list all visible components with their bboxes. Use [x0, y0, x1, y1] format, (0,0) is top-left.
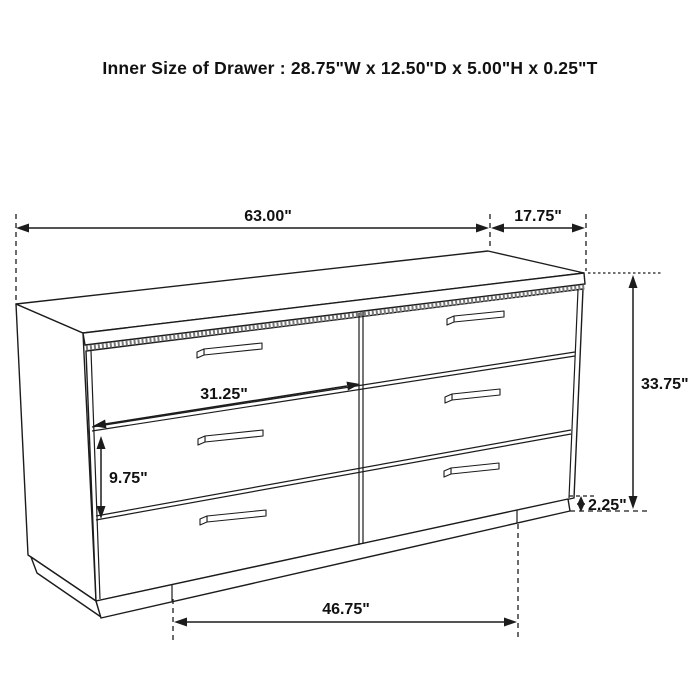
dim-base-height: [569, 496, 627, 514]
cabinet-body: [16, 251, 585, 618]
arrowhead-left-icon: [16, 224, 29, 233]
dim-overall-height: [570, 273, 689, 511]
dim-overall-width-label: 63.00": [244, 208, 292, 225]
dim-base-height-label: 2.25": [588, 497, 627, 514]
dim-drawer-height-label: 9.75": [109, 470, 148, 487]
arrowhead-down-icon: [629, 496, 638, 509]
dim-drawer-width-label: 31.25": [200, 386, 248, 403]
left-side-panel: [16, 304, 96, 601]
arrowhead-left-icon: [491, 224, 504, 233]
arrowhead-right-icon: [572, 224, 585, 233]
dim-overall-height-label: 33.75": [641, 376, 689, 393]
arrowhead-right-icon: [476, 224, 489, 233]
dim-base-span-label: 46.75": [322, 601, 370, 618]
arrowhead-left-icon: [174, 618, 187, 627]
arrowhead-right-icon: [504, 618, 517, 627]
diagram-title: Inner Size of Drawer : 28.75"W x 12.50"D x 5.00"H x 0.25"T: [102, 58, 598, 78]
dim-overall-depth-label: 17.75": [514, 208, 562, 225]
arrowhead-up-icon: [629, 275, 638, 288]
